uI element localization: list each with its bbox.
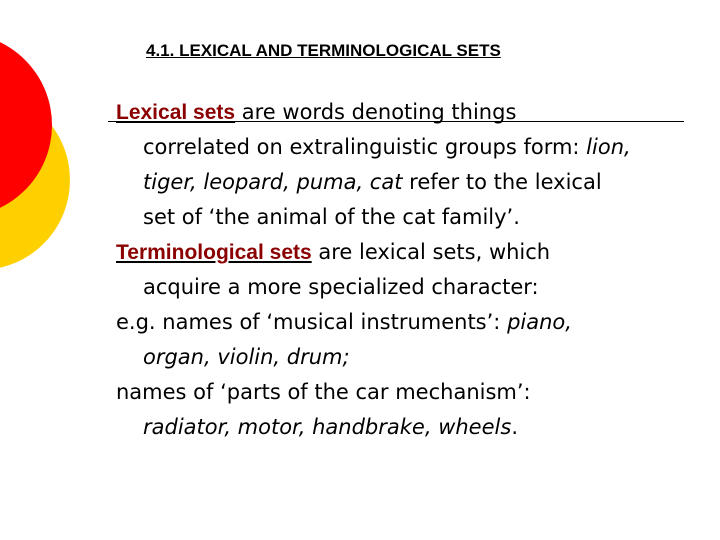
musical-example-items-2: organ, violin, drum; [143,345,350,369]
lexical-sets-example-1: lion, [586,135,631,159]
car-example-line-1 [116,375,696,410]
lexical-sets-line-4 [116,200,696,235]
terminological-sets-line-1 [116,235,696,270]
musical-example-items-1: piano, [507,310,572,334]
lexical-sets-text-4: set of ‘the animal of the cat family’. [143,205,520,229]
terminological-sets-text-1: are lexical sets, which [311,240,551,264]
terminological-sets-text-2: acquire a more specialized character: [143,275,539,299]
lexical-sets-text-1: are words denoting things [235,100,517,124]
lexical-sets-text-2: correlated on extralinguistic groups form: [143,135,587,159]
lexical-sets-text-3: refer to the lexical [402,170,602,194]
musical-example-line-1 [116,305,696,340]
terminological-sets-term: Terminological sets [116,241,312,264]
lexical-sets-line-1 [116,95,696,130]
lexical-sets-line-3 [116,165,696,200]
decorative-circles [0,0,80,300]
lexical-sets-line-2 [116,130,696,165]
car-example-line-2 [116,410,696,445]
car-example-end: . [511,415,518,439]
musical-example-line-2 [116,340,696,375]
slide-body [116,95,696,445]
lexical-sets-term: Lexical sets [116,101,236,124]
lexical-sets-example-2: tiger, leopard, puma, cat [143,170,403,194]
car-example-text: names of ‘parts of the car mechanism’: [116,380,531,404]
terminological-sets-line-2 [116,270,696,305]
car-example-items: radiator, motor, handbrake, wheels [143,415,512,439]
slide-title: 4.1. LEXICAL AND TERMINOLOGICAL SETS [146,41,501,60]
musical-example-text: e.g. names of ‘musical instruments’: [116,310,508,334]
